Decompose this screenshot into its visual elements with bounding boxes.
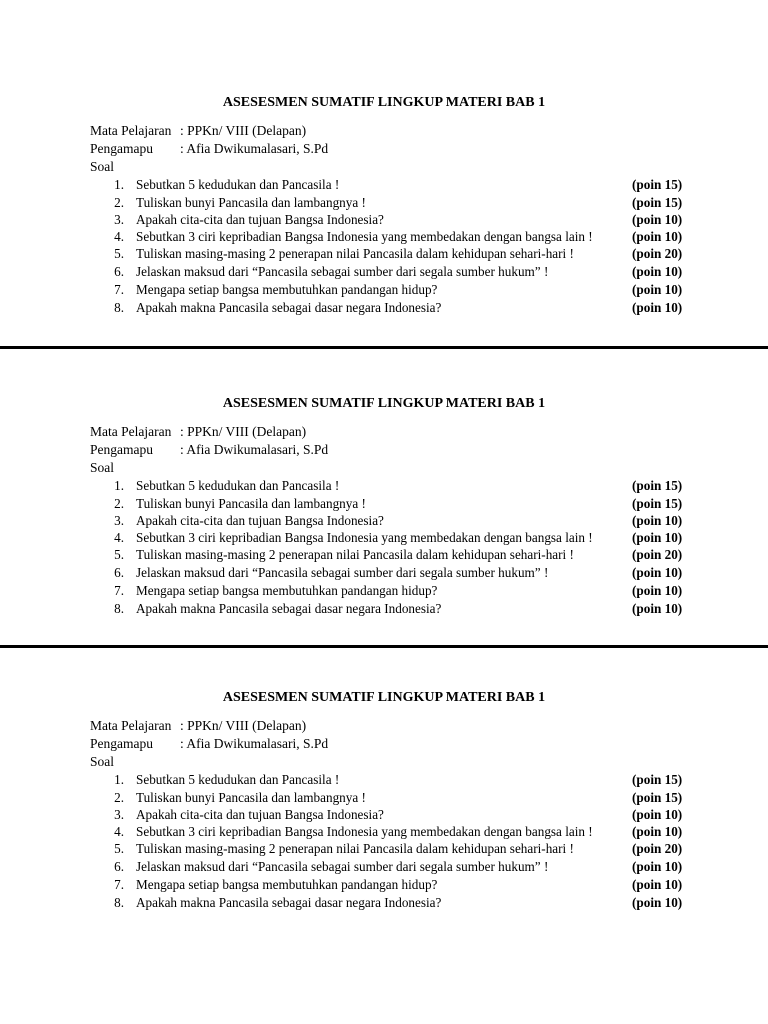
- questions-label: Soal: [90, 159, 115, 174]
- subject-label: Mata Pelajaran: [90, 123, 172, 138]
- question-points: (poin 10): [632, 877, 683, 892]
- document-title: ASESESMEN SUMATIF LINGKUP MATERI BAB 1: [222, 95, 546, 110]
- question-text: Sebutkan 5 kedudukan dan Pancasila !: [136, 478, 340, 493]
- question-number: 5.: [114, 841, 124, 856]
- question-row: [0, 771, 768, 789]
- question-number: 7.: [114, 583, 124, 598]
- question-row: [0, 546, 768, 564]
- question-points: (poin 10): [632, 229, 683, 244]
- question-row: [0, 512, 768, 530]
- subject-line: [90, 423, 306, 441]
- question-text: Tuliskan masing-masing 2 penerapan nilai Pancasila dalam kehidupan sehari-hari !: [136, 841, 574, 856]
- question-row: [0, 840, 768, 858]
- question-text: Jelaskan maksud dari “Pancasila sebagai sumber dari segala sumber hukum” !: [136, 859, 549, 874]
- question-points: (poin 10): [632, 565, 683, 580]
- teacher-value: : Afia Dwikumalasari, S.Pd: [180, 736, 329, 751]
- question-number: 7.: [114, 877, 124, 892]
- teacher-line: [90, 140, 328, 158]
- questions-label: Soal: [90, 460, 115, 475]
- question-number: 8.: [114, 300, 124, 315]
- section-divider: [0, 346, 768, 349]
- question-row: [0, 194, 768, 212]
- question-points: (poin 10): [632, 513, 683, 528]
- question-row: [0, 858, 768, 876]
- question-number: 6.: [114, 565, 124, 580]
- subject-line: [90, 717, 306, 735]
- question-row: [0, 299, 768, 317]
- teacher-line: [90, 735, 328, 753]
- question-text: Mengapa setiap bangsa membutuhkan pandangan hidup?: [136, 282, 438, 297]
- question-row: [0, 281, 768, 299]
- question-number: 4.: [114, 824, 124, 839]
- question-points: (poin 15): [632, 790, 683, 805]
- question-row: [0, 263, 768, 281]
- question-number: 4.: [114, 530, 124, 545]
- document-title: ASESESMEN SUMATIF LINGKUP MATERI BAB 1: [222, 396, 546, 411]
- subject-label: Mata Pelajaran: [90, 718, 172, 733]
- teacher-label: Pengamapu: [90, 141, 153, 156]
- question-text: Tuliskan bunyi Pancasila dan lambangnya !: [136, 790, 366, 805]
- question-row: [0, 582, 768, 600]
- question-number: 6.: [114, 859, 124, 874]
- question-text: Mengapa setiap bangsa membutuhkan pandangan hidup?: [136, 877, 438, 892]
- question-number: 4.: [114, 229, 124, 244]
- question-text: Jelaskan maksud dari “Pancasila sebagai sumber dari segala sumber hukum” !: [136, 565, 549, 580]
- question-text: Tuliskan masing-masing 2 penerapan nilai Pancasila dalam kehidupan sehari-hari !: [136, 547, 574, 562]
- question-points: (poin 10): [632, 601, 683, 616]
- question-points: (poin 10): [632, 859, 683, 874]
- question-row: [0, 477, 768, 495]
- question-text: Tuliskan bunyi Pancasila dan lambangnya !: [136, 496, 366, 511]
- teacher-label: Pengamapu: [90, 736, 153, 751]
- question-text: Jelaskan maksud dari “Pancasila sebagai sumber dari segala sumber hukum” !: [136, 264, 549, 279]
- question-points: (poin 10): [632, 530, 683, 545]
- questions-label: Soal: [90, 754, 115, 769]
- question-number: 1.: [114, 772, 124, 787]
- question-points: (poin 10): [632, 282, 683, 297]
- question-text: Apakah cita-cita dan tujuan Bangsa Indonesia?: [136, 807, 384, 822]
- question-text: Tuliskan bunyi Pancasila dan lambangnya !: [136, 195, 366, 210]
- question-text: Apakah makna Pancasila sebagai dasar negara Indonesia?: [136, 895, 442, 910]
- question-points: (poin 20): [632, 841, 683, 856]
- question-number: 1.: [114, 177, 124, 192]
- question-points: (poin 15): [632, 195, 683, 210]
- question-text: Apakah makna Pancasila sebagai dasar negara Indonesia?: [136, 601, 442, 616]
- question-text: Sebutkan 5 kedudukan dan Pancasila !: [136, 772, 340, 787]
- question-row: [0, 228, 768, 246]
- question-points: (poin 15): [632, 478, 683, 493]
- question-row: [0, 564, 768, 582]
- question-row: [0, 245, 768, 263]
- subject-value: : PPKn/ VIII (Delapan): [180, 424, 307, 439]
- question-points: (poin 10): [632, 583, 683, 598]
- question-number: 2.: [114, 195, 124, 210]
- document-title: ASESESMEN SUMATIF LINGKUP MATERI BAB 1: [222, 690, 546, 705]
- question-points: (poin 20): [632, 246, 683, 261]
- question-row: [0, 600, 768, 618]
- question-points: (poin 10): [632, 212, 683, 227]
- question-number: 5.: [114, 246, 124, 261]
- question-text: Apakah cita-cita dan tujuan Bangsa Indonesia?: [136, 212, 384, 227]
- question-number: 1.: [114, 478, 124, 493]
- question-points: (poin 10): [632, 300, 683, 315]
- question-number: 3.: [114, 807, 124, 822]
- teacher-value: : Afia Dwikumalasari, S.Pd: [180, 141, 329, 156]
- question-text: Mengapa setiap bangsa membutuhkan pandangan hidup?: [136, 583, 438, 598]
- subject-label: Mata Pelajaran: [90, 424, 172, 439]
- question-points: (poin 15): [632, 496, 683, 511]
- question-row: [0, 529, 768, 547]
- subject-value: : PPKn/ VIII (Delapan): [180, 123, 307, 138]
- question-text: Apakah makna Pancasila sebagai dasar negara Indonesia?: [136, 300, 442, 315]
- question-points: (poin 10): [632, 264, 683, 279]
- question-number: 5.: [114, 547, 124, 562]
- question-text: Sebutkan 5 kedudukan dan Pancasila !: [136, 177, 340, 192]
- question-text: Tuliskan masing-masing 2 penerapan nilai Pancasila dalam kehidupan sehari-hari !: [136, 246, 574, 261]
- question-text: Sebutkan 3 ciri kepribadian Bangsa Indonesia yang membedakan dengan bangsa lain !: [136, 824, 593, 839]
- question-row: [0, 211, 768, 229]
- question-row: [0, 176, 768, 194]
- question-number: 6.: [114, 264, 124, 279]
- subject-value: : PPKn/ VIII (Delapan): [180, 718, 307, 733]
- question-number: 2.: [114, 790, 124, 805]
- question-number: 7.: [114, 282, 124, 297]
- question-points: (poin 10): [632, 895, 683, 910]
- teacher-line: [90, 441, 328, 459]
- question-points: (poin 10): [632, 807, 683, 822]
- question-text: Sebutkan 3 ciri kepribadian Bangsa Indonesia yang membedakan dengan bangsa lain !: [136, 530, 593, 545]
- question-number: 3.: [114, 513, 124, 528]
- teacher-value: : Afia Dwikumalasari, S.Pd: [180, 442, 329, 457]
- question-points: (poin 15): [632, 772, 683, 787]
- question-number: 8.: [114, 895, 124, 910]
- question-text: Sebutkan 3 ciri kepribadian Bangsa Indonesia yang membedakan dengan bangsa lain !: [136, 229, 593, 244]
- question-row: [0, 823, 768, 841]
- section-divider: [0, 645, 768, 648]
- question-points: (poin 15): [632, 177, 683, 192]
- question-points: (poin 20): [632, 547, 683, 562]
- question-row: [0, 789, 768, 807]
- question-number: 8.: [114, 601, 124, 616]
- question-points: (poin 10): [632, 824, 683, 839]
- question-row: [0, 876, 768, 894]
- question-row: [0, 495, 768, 513]
- teacher-label: Pengamapu: [90, 442, 153, 457]
- question-row: [0, 806, 768, 824]
- question-number: 3.: [114, 212, 124, 227]
- question-text: Apakah cita-cita dan tujuan Bangsa Indonesia?: [136, 513, 384, 528]
- question-row: [0, 894, 768, 912]
- subject-line: [90, 122, 306, 140]
- question-number: 2.: [114, 496, 124, 511]
